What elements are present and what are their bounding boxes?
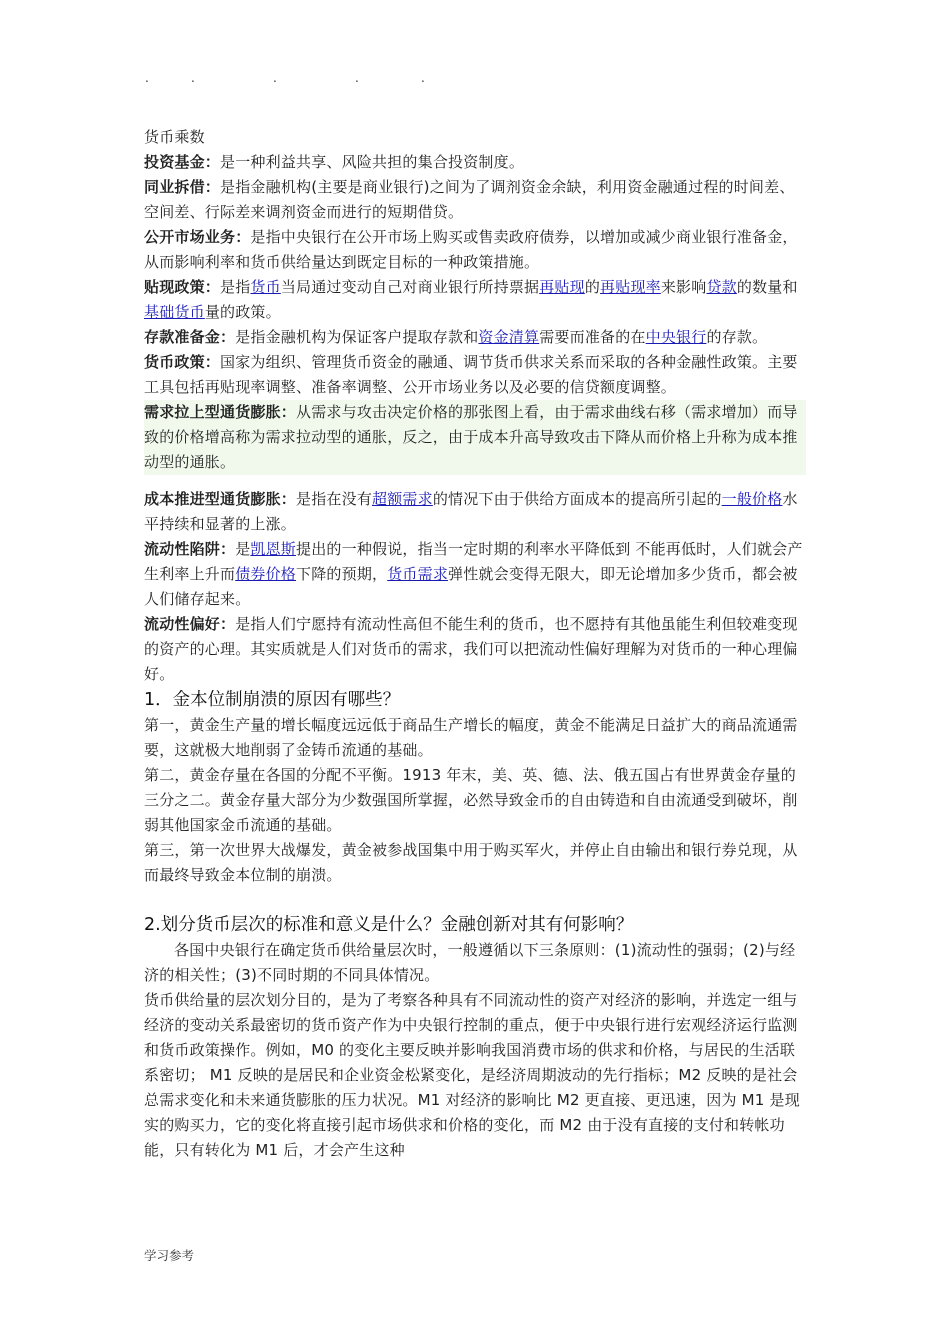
- text: 提出的一种假说，指当一定时期的利率水平降低到 不能再低时，人们就会产生利率上升而: [144, 540, 803, 583]
- definition-discount-policy: [144, 275, 806, 325]
- link-rediscount[interactable]: 再贴现: [539, 278, 585, 296]
- definition-text: 是指人们宁愿持有流动性高但不能生利的货币，也不愿持有其他虽能生利但较难变现的资产的心理。其实质就是人们对货币的需求，我们可以把流动性偏好理解为对货币的一种心理偏好。: [144, 615, 798, 683]
- page-footer: 学习参考: [144, 1248, 195, 1263]
- term: 公开市场业务：: [144, 228, 251, 246]
- term: 流动性偏好：: [144, 615, 236, 633]
- text: 的情况下由于供给方面成本的提高所引起的: [432, 490, 722, 508]
- text: 下降的预期，: [296, 565, 388, 583]
- spacer: [144, 475, 806, 487]
- header-dot: .: [355, 71, 359, 85]
- term: 货币政策：: [144, 353, 221, 371]
- answer-paragraph: 第三，第一次世界大战爆发，黄金被参战国集中用于购买军火，并停止自由输出和银行券兑现，从而最终导致金本位制的崩溃。: [144, 841, 798, 884]
- answer-paragraph: 各国中央银行在确定货币供给量层次时，一般遵循以下三条原则：(1)流动性的强弱；(2)与经济的相关性；(3)不同时期的不同具体情况。: [144, 941, 796, 984]
- text: 是指: [220, 278, 251, 296]
- text: 是指金融机构为保证客户提取存款和: [235, 328, 479, 346]
- definition-text: 是指中央银行在公开市场上购买或售卖政府债券，以增加或减少商业银行准备金，从而影响利率和货币供给量达到既定目标的一种政策措施。: [144, 228, 798, 271]
- definition-text: 是一种利益共享、风险共担的集合投资制度。: [220, 153, 525, 171]
- definition-text: 是指金融机构(主要是商业银行)之间为了调剂资金余缺，利用资金融通过程的时间差、空间差、行际差来调剂资金而进行的短期借贷。: [144, 178, 795, 221]
- header-dot: .: [273, 71, 277, 85]
- header-dot: .: [191, 71, 195, 85]
- definition-interbank-lending: [144, 175, 806, 225]
- term: 成本推进型通货膨胀：: [144, 490, 297, 508]
- text: 需要而准备的在: [539, 328, 646, 346]
- definition-investment-fund: [144, 150, 806, 175]
- definition-cost-push-inflation: [144, 487, 806, 537]
- link-money-demand[interactable]: 货币需求: [387, 565, 449, 583]
- term: 贴现政策：: [144, 278, 221, 296]
- text: 弹性就会变得无限大，即无论增加多少货币，都会被人们储存起来。: [144, 565, 798, 608]
- text: 的: [584, 278, 601, 296]
- definition-demand-pull-inflation: [144, 400, 806, 475]
- document-body: [144, 125, 806, 1163]
- header-dot: .: [421, 71, 425, 85]
- link-rediscount-rate[interactable]: 再贴现率: [600, 278, 661, 296]
- page-title: 货币乘数: [144, 128, 205, 146]
- definition-text: 从需求与攻击决定价格的那张图上看，由于需求曲线右移（需求增加）而导致的价格增高称为需求拉动型的通胀，反之，由于成本升高导致攻击下降从而价格上升称为成本推动型的通胀。: [144, 403, 798, 471]
- term: 需求拉上型通货膨胀：: [144, 403, 297, 421]
- question-1-heading: 1．金本位制崩溃的原因有哪些？: [144, 690, 401, 710]
- answer-paragraph: 第二，黄金存量在各国的分配不平衡。1913 年末，美、英、德、法、俄五国占有世界黄金存量的三分之二。黄金存量大部分为少数强国所掌握，必然导致金币的自由铸造和自由流通受到破坏，削弱其他国家金币流通的基础。: [144, 766, 798, 834]
- definition-liquidity-trap: [144, 537, 806, 612]
- link-loan[interactable]: 贷款: [706, 278, 737, 296]
- text: 来影响: [660, 278, 707, 296]
- definition-liquidity-preference: [144, 612, 806, 687]
- text: 量的政策。: [204, 303, 281, 321]
- link-general-price[interactable]: 一般价格: [721, 490, 783, 508]
- term: 存款准备金：: [144, 328, 236, 346]
- link-excess-demand[interactable]: 超额需求: [372, 490, 433, 508]
- definition-reserve: [144, 325, 806, 350]
- header-dot: .: [145, 71, 149, 85]
- definition-monetary-policy: [144, 350, 806, 400]
- link-bond-price[interactable]: 债券价格: [235, 565, 297, 583]
- term: 流动性陷阱：: [144, 540, 236, 558]
- definition-text: 国家为组织、管理货币资金的融通、调节货币供求关系而采取的各种金融性政策。主要工具包括再贴现率调整、准备率调整、公开市场业务以及必要的信贷额度调整。: [144, 353, 798, 396]
- text: 的数量和: [736, 278, 798, 296]
- link-central-bank[interactable]: 中央银行: [645, 328, 707, 346]
- link-base-money[interactable]: 基础货币: [144, 303, 205, 321]
- term: 投资基金：: [144, 153, 221, 171]
- text: 当局通过变动自己对商业银行所持票据: [280, 278, 540, 296]
- header-dots: [145, 72, 445, 84]
- link-currency[interactable]: 货币: [250, 278, 281, 296]
- spacer: [144, 888, 806, 912]
- text: 是: [235, 540, 251, 558]
- answer-paragraph: 货币供给量的层次划分目的，是为了考察各种具有不同流动性的资产对经济的影响，并选定一组与经济的变动关系最密切的货币资产作为中央银行控制的重点，便于中央银行进行宏观经济运行监测和货币政策操作。例如，M0 的变化主要反映并影响我国消费市场的供求和价格，与居民的生活联系密切； M1 反映的是居民和企业资金松紧变化，是经济周期波动的先行指标；M2 反映的是社会总需求变化和未来通货膨胀的压力状况。M1 对经济的影响比 M2 更直接、更迅速，因为 M1 是现实的购买力，它的变化将直接引起市场供求和价格的变化，而 M2 由于没有直接的支付和转帐功能，只有转化为 M1 后，才会产生这种: [144, 991, 800, 1159]
- term: 同业拆借：: [144, 178, 221, 196]
- question-2-heading: 2.划分货币层次的标准和意义是什么？金融创新对其有何影响？: [144, 915, 634, 935]
- link-clearing[interactable]: 资金清算: [478, 328, 540, 346]
- link-keynes[interactable]: 凯恩斯: [250, 540, 297, 558]
- text: 水平持续和显著的上涨。: [144, 490, 798, 533]
- text: 的存款。: [706, 328, 768, 346]
- text: 是指在没有: [296, 490, 373, 508]
- definition-open-market: [144, 225, 806, 275]
- answer-paragraph: 第一，黄金生产量的增长幅度远远低于商品生产增长的幅度，黄金不能满足日益扩大的商品流通需要，这就极大地削弱了金铸币流通的基础。: [144, 716, 798, 759]
